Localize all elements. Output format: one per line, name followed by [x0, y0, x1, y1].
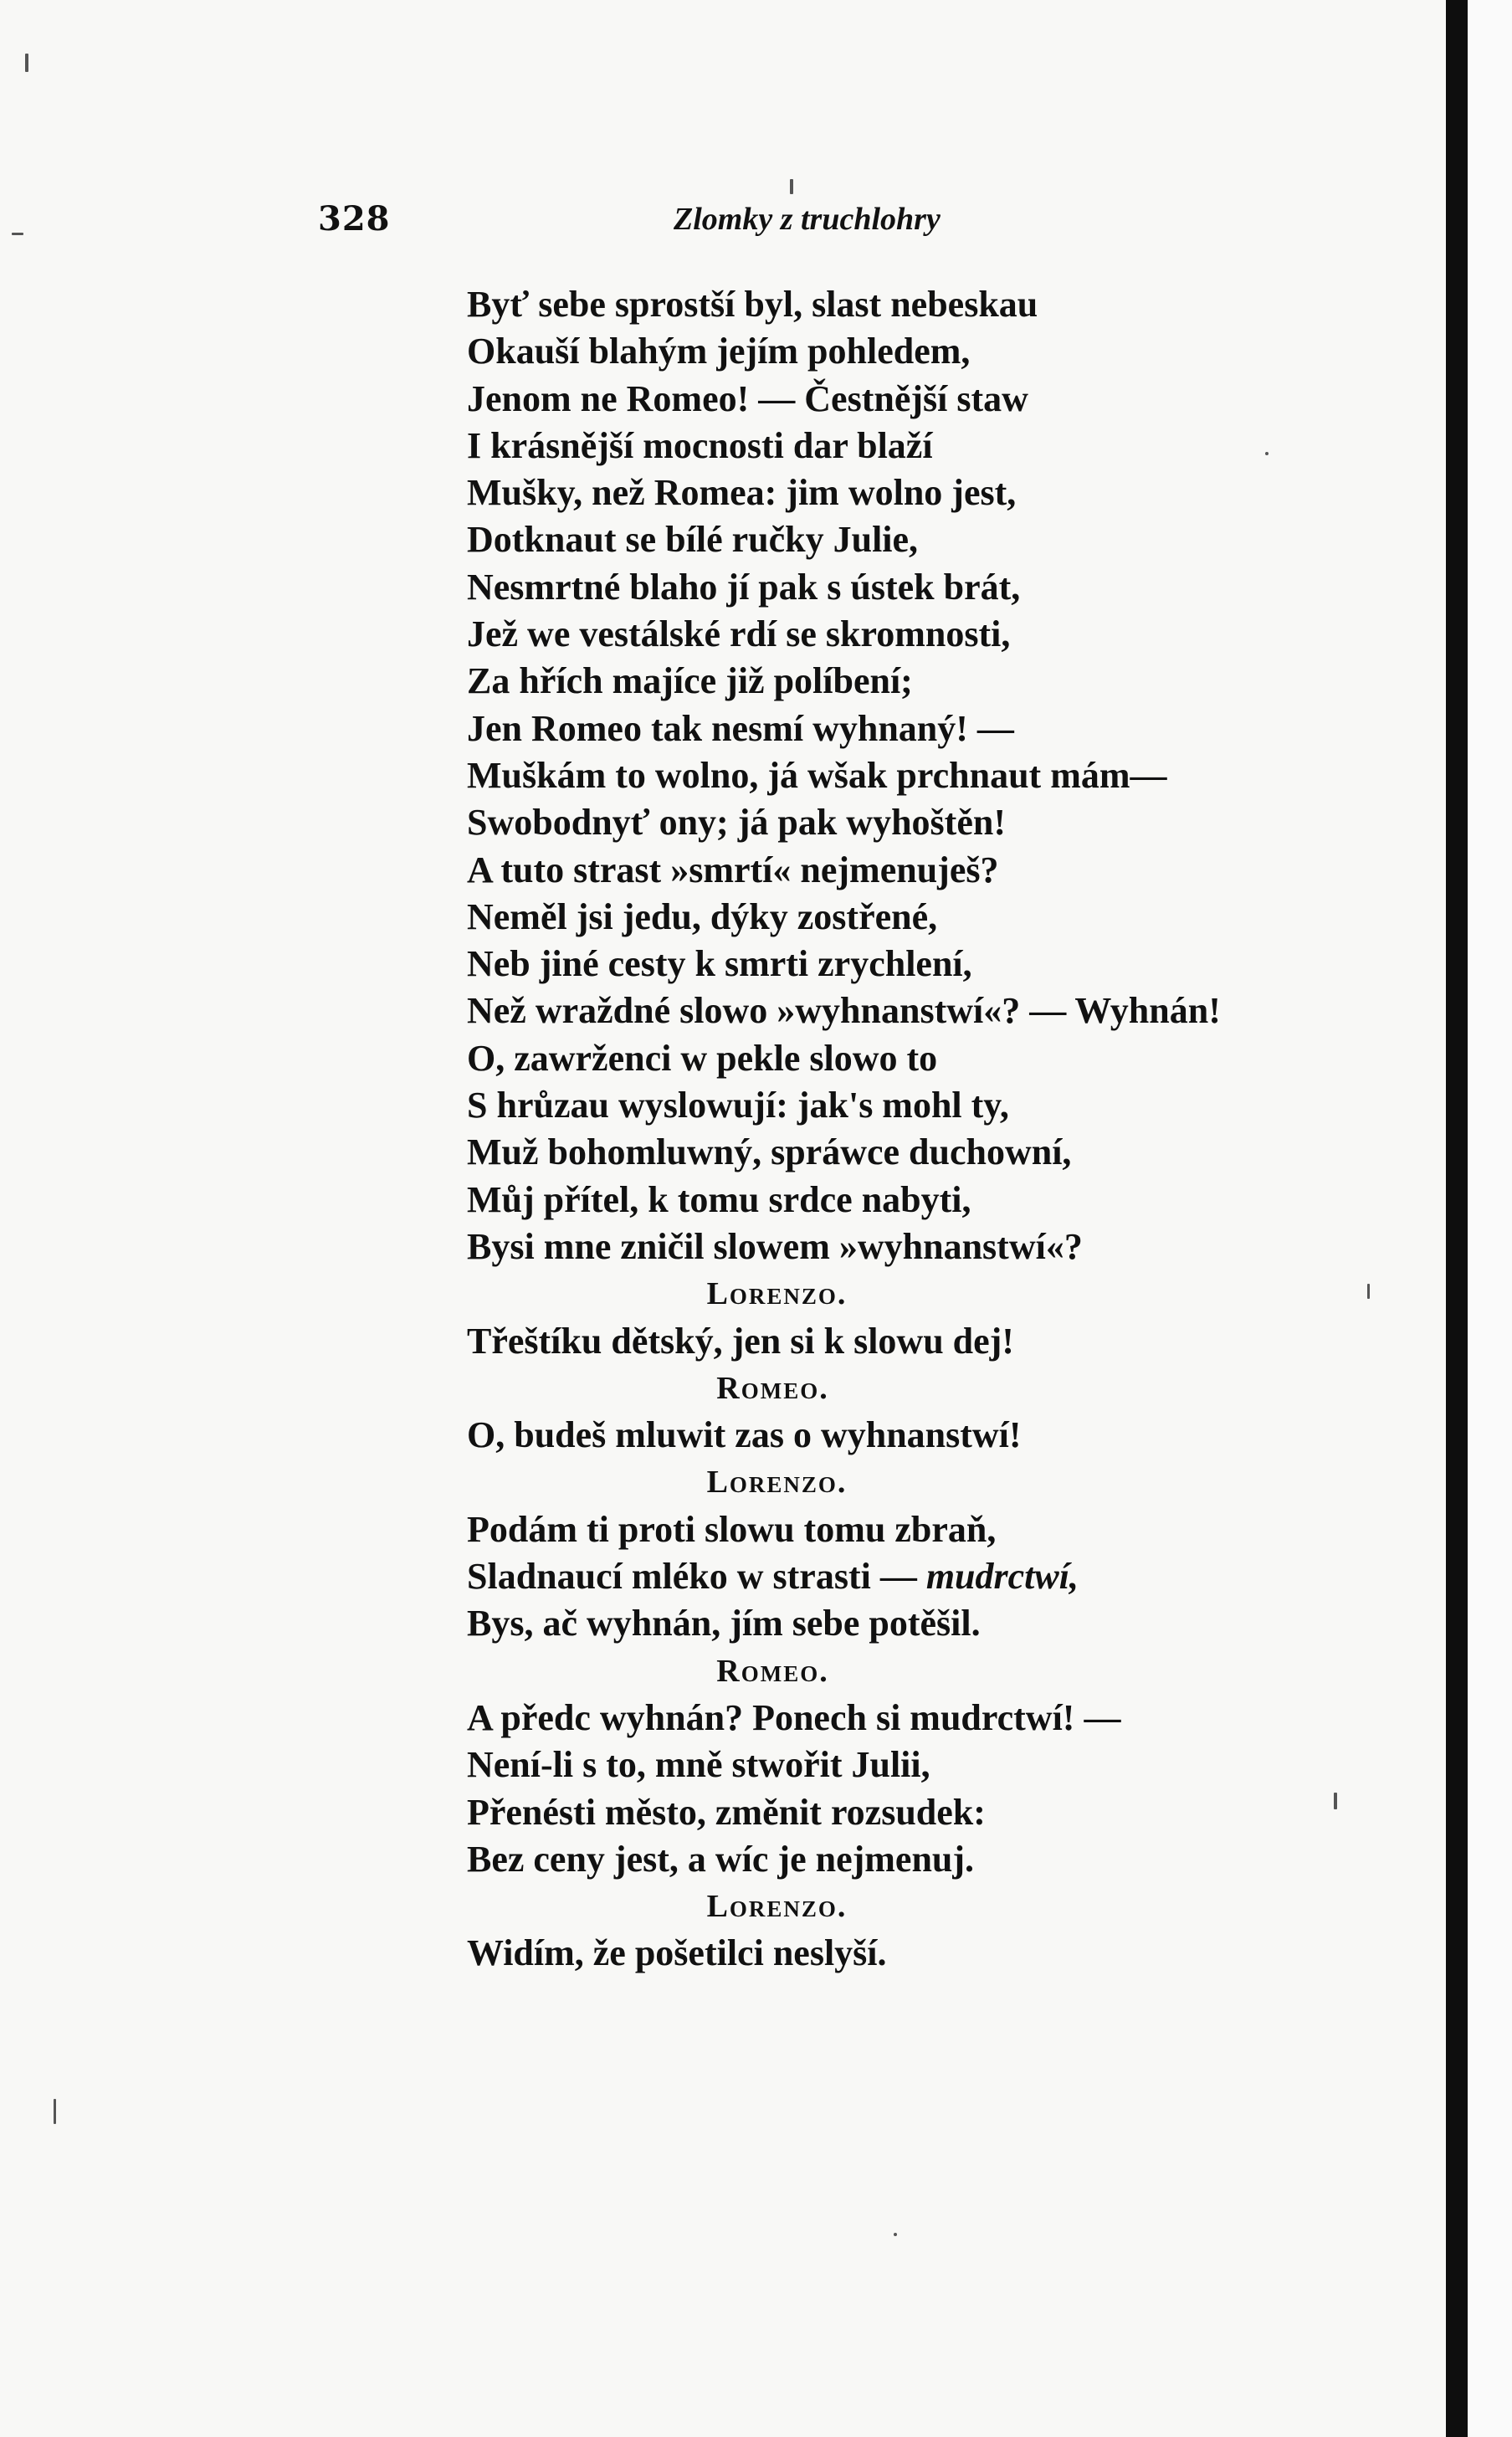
- verse-line: Muškám to wolno, já wšak prchnaut mám—: [467, 754, 1167, 796]
- verse-line: Přenésti město, změnit rozsudek:: [467, 1791, 986, 1833]
- verse-line: Třeštíku dětský, jen si k slowu dej!: [467, 1320, 1014, 1362]
- verse-line: Podám ti proti slowu tomu zbraň,: [467, 1508, 997, 1550]
- verse-line: O, budeš mluwit zas o wyhnanstwí!: [467, 1414, 1022, 1456]
- verse-line: Bys, ač wyhnán, jím sebe potěšil.: [467, 1603, 981, 1644]
- verse-line: Neb jiné cesty k smrti zrychlení,: [467, 943, 972, 985]
- verse-line: Dotknaut se bílé ručky Julie,: [467, 519, 919, 561]
- page-number: 328: [318, 199, 391, 239]
- verse-line: Okauší blahým jejím pohledem,: [467, 331, 971, 372]
- verse-line: Mušky, než Romea: jim wolno jest,: [467, 472, 1017, 514]
- verse-line: Widím, že pošetilci neslyší.: [467, 1932, 887, 1974]
- verse-line: Muž bohomluwný, spráwce duchowní,: [467, 1131, 1072, 1173]
- verse-line: O, zawrženci w pekle slowo to: [467, 1037, 938, 1079]
- verse-line: Jež we vestálské rdí se skromnosti,: [467, 613, 1011, 655]
- scan-speck: [894, 2233, 897, 2236]
- verse-fragment: Sladnaucí mléko w strasti —: [467, 1556, 926, 1598]
- verse-line: Bysi mne zničil slowem »wyhnanstwí«?: [467, 1225, 1083, 1267]
- verse-line: [0, 1553, 1512, 1600]
- verse-line: Nesmrtné blaho jí pak s ústek brát,: [467, 566, 1021, 608]
- verse-line: Neměl jsi jedu, dýky zostřené,: [467, 895, 938, 937]
- scan-speck: [54, 2099, 56, 2124]
- speaker-name-lorenzo: Lorenzo.: [706, 1276, 848, 1312]
- verse-line: A tuto strast »smrtí« nejmenuješ?: [467, 849, 999, 890]
- verse-line: Než wraždné slowo »wyhnanstwí«? — Wyhnán!: [467, 990, 1221, 1032]
- verse-line: A předc wyhnán? Ponech si mudrctwí! —: [467, 1696, 1121, 1738]
- verse-line: Bez ceny jest, a wíc je nejmenuj.: [467, 1838, 975, 1880]
- poem-text: [0, 281, 1512, 1978]
- speaker-name-lorenzo: Lorenzo.: [706, 1889, 848, 1925]
- verse-line: Jen Romeo tak nesmí wyhnaný! —: [467, 707, 1014, 749]
- running-title: Zlomky z truchlohry: [674, 202, 941, 237]
- page-header: [0, 199, 1512, 249]
- emphasized-word: mudrctwí,: [925, 1556, 1079, 1598]
- verse-line: S hrůzau wyslowují: jak's mohl ty,: [467, 1085, 1009, 1126]
- scan-speck: [25, 54, 28, 72]
- scan-speck: [790, 179, 793, 194]
- speaker-name-romeo: Romeo.: [716, 1653, 829, 1689]
- verse-line: Byť sebe sprostší byl, slast nebeskau: [467, 284, 1038, 325]
- verse-line: Není-li s to, mně stwořit Julii,: [467, 1744, 930, 1786]
- speaker-name-lorenzo: Lorenzo.: [706, 1465, 848, 1501]
- verse-line: Za hřích majíce již políbení;: [467, 660, 913, 702]
- verse-line: I krásnější mocnosti dar blaží: [467, 424, 933, 466]
- verse-line: Můj přítel, k tomu srdce nabyti,: [467, 1178, 971, 1220]
- speaker-name-romeo: Romeo.: [716, 1370, 829, 1406]
- verse-line: Jenom ne Romeo! — Čestnější staw: [467, 377, 1028, 419]
- verse-line: Swobodnyť ony; já pak wyhoštěn!: [467, 802, 1006, 844]
